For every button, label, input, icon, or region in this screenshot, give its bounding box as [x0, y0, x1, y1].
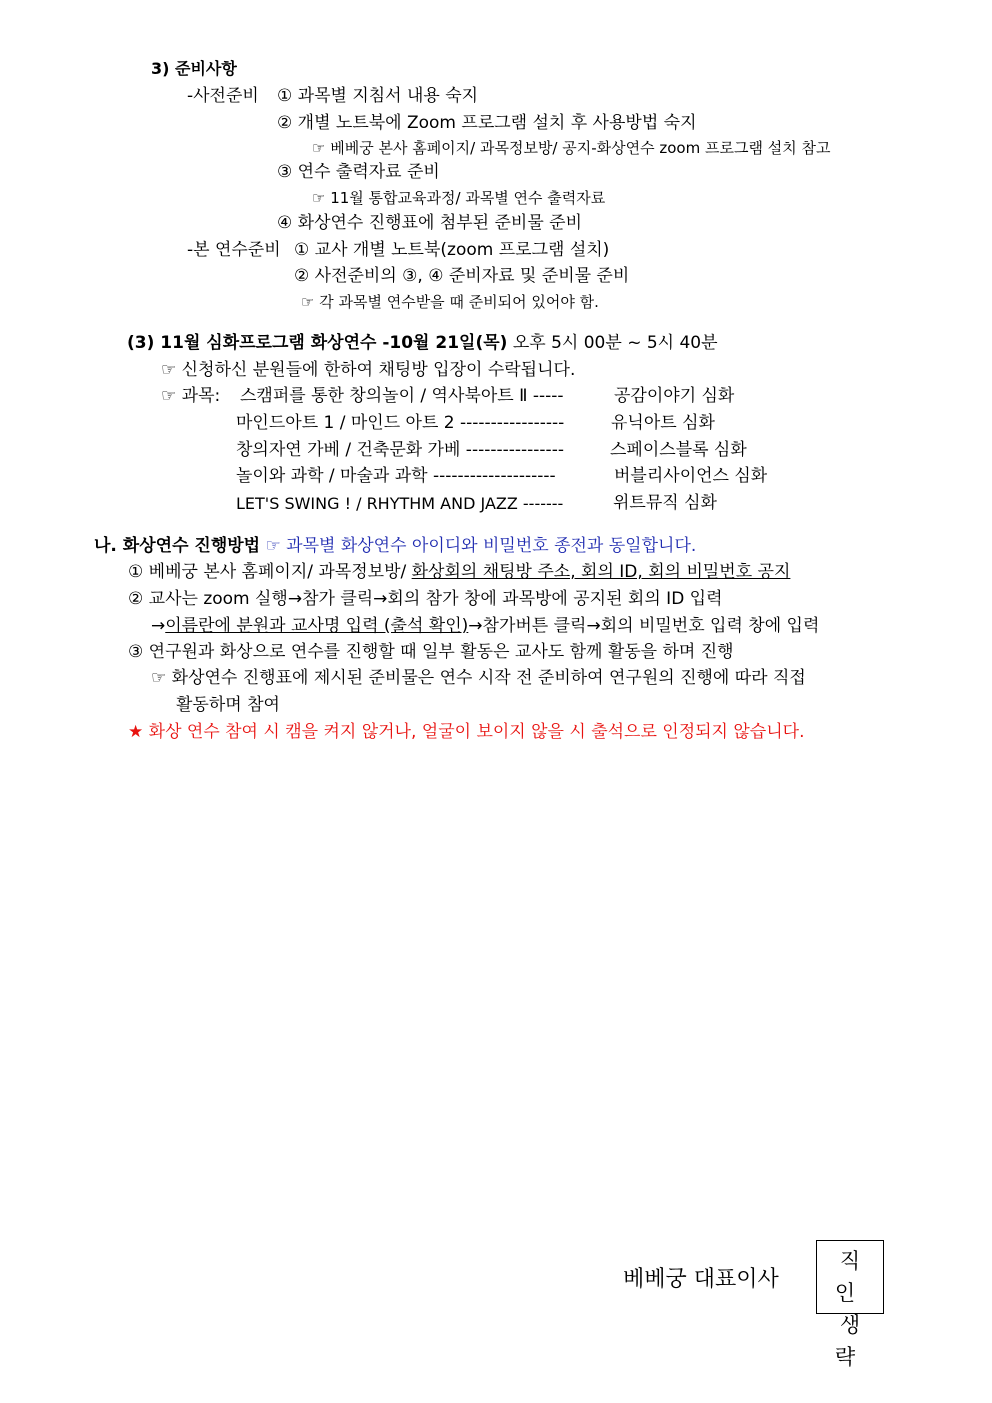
advanced-note: ☞ 신청하신 분원들에 한하여 채팅방 입장이 수락됩니다.: [161, 360, 576, 380]
attendance-warning: ★ 화상 연수 참여 시 캠을 켜지 않거나, 얼굴이 보이지 않을 시 출석으로 인정되지 않습니다.: [128, 722, 805, 742]
subject-courses: 창의자연 가베 / 건축문화 가베 ----------------: [236, 440, 564, 460]
seal-line-2: 생략: [834, 1313, 871, 1369]
main-prep-item-1: ① 교사 개별 노트북(zoom 프로그램 설치): [294, 240, 610, 260]
subject-courses: 놀이와 과학 / 마술과 과학 --------------------: [236, 466, 556, 486]
method-step-3: ③ 연구원과 화상으로 연수를 진행할 때 일부 활동은 교사도 함께 활동을 하며 진행: [128, 642, 734, 662]
main-prep-label: -본 연수준비: [187, 240, 281, 260]
pre-prep-item-2: ② 개별 노트북에 Zoom 프로그램 설치 후 사용방법 숙지: [277, 113, 697, 133]
method-step-1: [128, 562, 790, 582]
method-heading-note: ☞ 과목별 화상연수 아이디와 비밀번호 종전과 동일합니다.: [265, 536, 697, 556]
subject-courses: 스캠퍼를 통한 창의놀이 / 역사북아트 Ⅱ -----: [240, 386, 564, 406]
pre-prep-item-2-note: ☞ 베베궁 본사 홈페이지/ 과목정보방/ 공지-화상연수 zoom 프로그램 설치 참고: [312, 139, 831, 157]
seal-line-1: 직인: [834, 1249, 871, 1305]
subjects-label: ☞ 과목:: [161, 386, 221, 406]
method-heading: 나. 화상연수 진행방법: [94, 536, 261, 556]
method-heading-line: [94, 536, 696, 556]
method-step-1-text: ① 베베궁 본사 홈페이지/ 과목정보방/: [128, 562, 412, 582]
method-step-3-note-line-2: 활동하며 참여: [176, 695, 280, 715]
method-step-2-rest: →참가버튼 클릭→회의 비밀번호 입력 창에 입력: [468, 616, 820, 636]
subject-track: 유닉아트 심화: [611, 413, 715, 433]
subject-courses: 마인드아트 1 / 마인드 아트 2 -----------------: [236, 413, 565, 433]
subject-track: 스페이스블록 심화: [610, 440, 747, 460]
advanced-heading-time: 오후 5시 00분 ~ 5시 40분: [507, 333, 718, 353]
method-step-2-line-2: [151, 616, 819, 636]
subject-courses: LET'S SWING ! / RHYTHM AND JAZZ -------: [236, 494, 564, 513]
arrow-icon: →: [151, 616, 166, 636]
pre-prep-label: -사전준비: [187, 86, 259, 106]
method-step-2-line-1: ② 교사는 zoom 실행→참가 클릭→회의 참가 창에 과목방에 공지된 회의 ID 입력: [128, 589, 723, 609]
signature-name: 베베궁 대표이사: [623, 1267, 779, 1292]
advanced-heading: [127, 333, 718, 353]
method-step-3-note-line-1: ☞ 화상연수 진행표에 제시된 준비물은 연수 시작 전 준비하여 연구원의 진행에 따라 직접: [151, 668, 806, 688]
seal-box: [816, 1240, 884, 1369]
subject-track: 버블리사이언스 심화: [614, 466, 768, 486]
prep-heading: 3) 준비사항: [151, 59, 237, 78]
method-step-1-underlined: 화상회의 채팅방 주소, 회의 ID, 회의 비밀번호 공지: [411, 562, 791, 582]
main-prep-note: ☞ 각 과목별 연수받을 때 준비되어 있어야 함.: [301, 293, 599, 311]
pre-prep-item-3-note: ☞ 11월 통합교육과정/ 과목별 연수 출력자료: [312, 189, 606, 207]
pre-prep-item-3: ③ 연수 출력자료 준비: [277, 162, 440, 182]
method-step-2-underlined: 이름란에 분원과 교사명 입력 (출석 확인): [165, 616, 469, 636]
pre-prep-item-4: ④ 화상연수 진행표에 첨부된 준비물 준비: [277, 213, 583, 233]
advanced-heading-title: (3) 11월 심화프로그램 화상연수 -10월 21일(목): [127, 333, 508, 353]
subject-track: 위트뮤직 심화: [613, 493, 717, 513]
main-prep-item-2: ② 사전준비의 ③, ④ 준비자료 및 준비물 준비: [294, 266, 630, 286]
pre-prep-item-1: ① 과목별 지침서 내용 숙지: [277, 86, 479, 106]
subject-track: 공감이야기 심화: [614, 386, 735, 406]
